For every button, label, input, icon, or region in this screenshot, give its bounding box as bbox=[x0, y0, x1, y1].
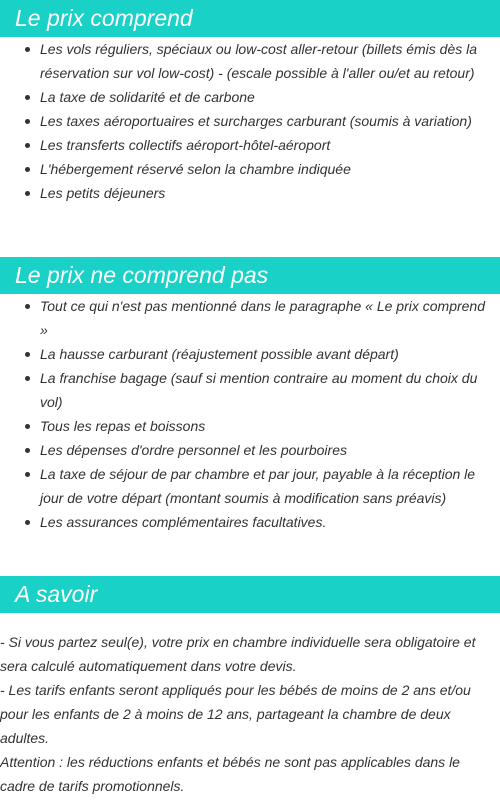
info-paragraph: - Si vous partez seul(e), votre prix en chambre individuelle sera obligatoire et sera calculé automatiquement dans votre devis. bbox=[0, 634, 476, 674]
section-title: Le prix ne comprend pas bbox=[15, 262, 269, 288]
list-item: La taxe de solidarité et de carbone bbox=[0, 85, 500, 109]
section-a-savoir bbox=[0, 576, 500, 798]
included-list bbox=[0, 37, 500, 205]
list-item: L'hébergement réservé selon la chambre indiquée bbox=[0, 157, 500, 181]
list-item: La hausse carburant (réajustement possible avant départ) bbox=[0, 342, 500, 366]
list-item: Les dépenses d'ordre personnel et les pourboires bbox=[0, 438, 500, 462]
list-item: La taxe de séjour de par chambre et par jour, payable à la réception le jour de votre départ (montant soumis à modification sans préavis) bbox=[0, 462, 500, 510]
a-savoir-text bbox=[0, 630, 500, 798]
list-item: Tout ce qui n'est pas mentionné dans le paragraphe « Le prix comprend » bbox=[0, 294, 500, 342]
section-header-prix-comprend bbox=[0, 0, 500, 37]
list-item: Les transferts collectifs aéroport-hôtel-aéroport bbox=[0, 133, 500, 157]
section-title: A savoir bbox=[15, 581, 98, 607]
list-item: Les petits déjeuners bbox=[0, 181, 500, 205]
list-item: Les vols réguliers, spéciaux ou low-cost aller-retour (billets émis dès la réservation sur vol low-cost) - (escale possible à l'aller ou/et au retour) bbox=[0, 37, 500, 85]
section-prix-ne-comprend-pas bbox=[0, 257, 500, 534]
info-paragraph: Attention : les réductions enfants et bébés ne sont pas applicables dans le cadre de tarifs promotionnels. bbox=[0, 754, 460, 794]
info-paragraph: - Les tarifs enfants seront appliqués pour les bébés de moins de 2 ans et/ou pour les enfants de 2 à moins de 12 ans, partageant la chambre de deux adultes. bbox=[0, 682, 471, 746]
section-header-a-savoir bbox=[0, 576, 500, 613]
section-header-prix-ne-comprend-pas bbox=[0, 257, 500, 294]
list-item: La franchise bagage (sauf si mention contraire au moment du choix du vol) bbox=[0, 366, 500, 414]
list-item: Les assurances complémentaires facultatives. bbox=[0, 510, 500, 534]
list-item: Les taxes aéroportuaires et surcharges carburant (soumis à variation) bbox=[0, 109, 500, 133]
section-prix-comprend bbox=[0, 0, 500, 205]
section-title: Le prix comprend bbox=[15, 5, 193, 31]
list-item: Tous les repas et boissons bbox=[0, 414, 500, 438]
excluded-list bbox=[0, 294, 500, 534]
